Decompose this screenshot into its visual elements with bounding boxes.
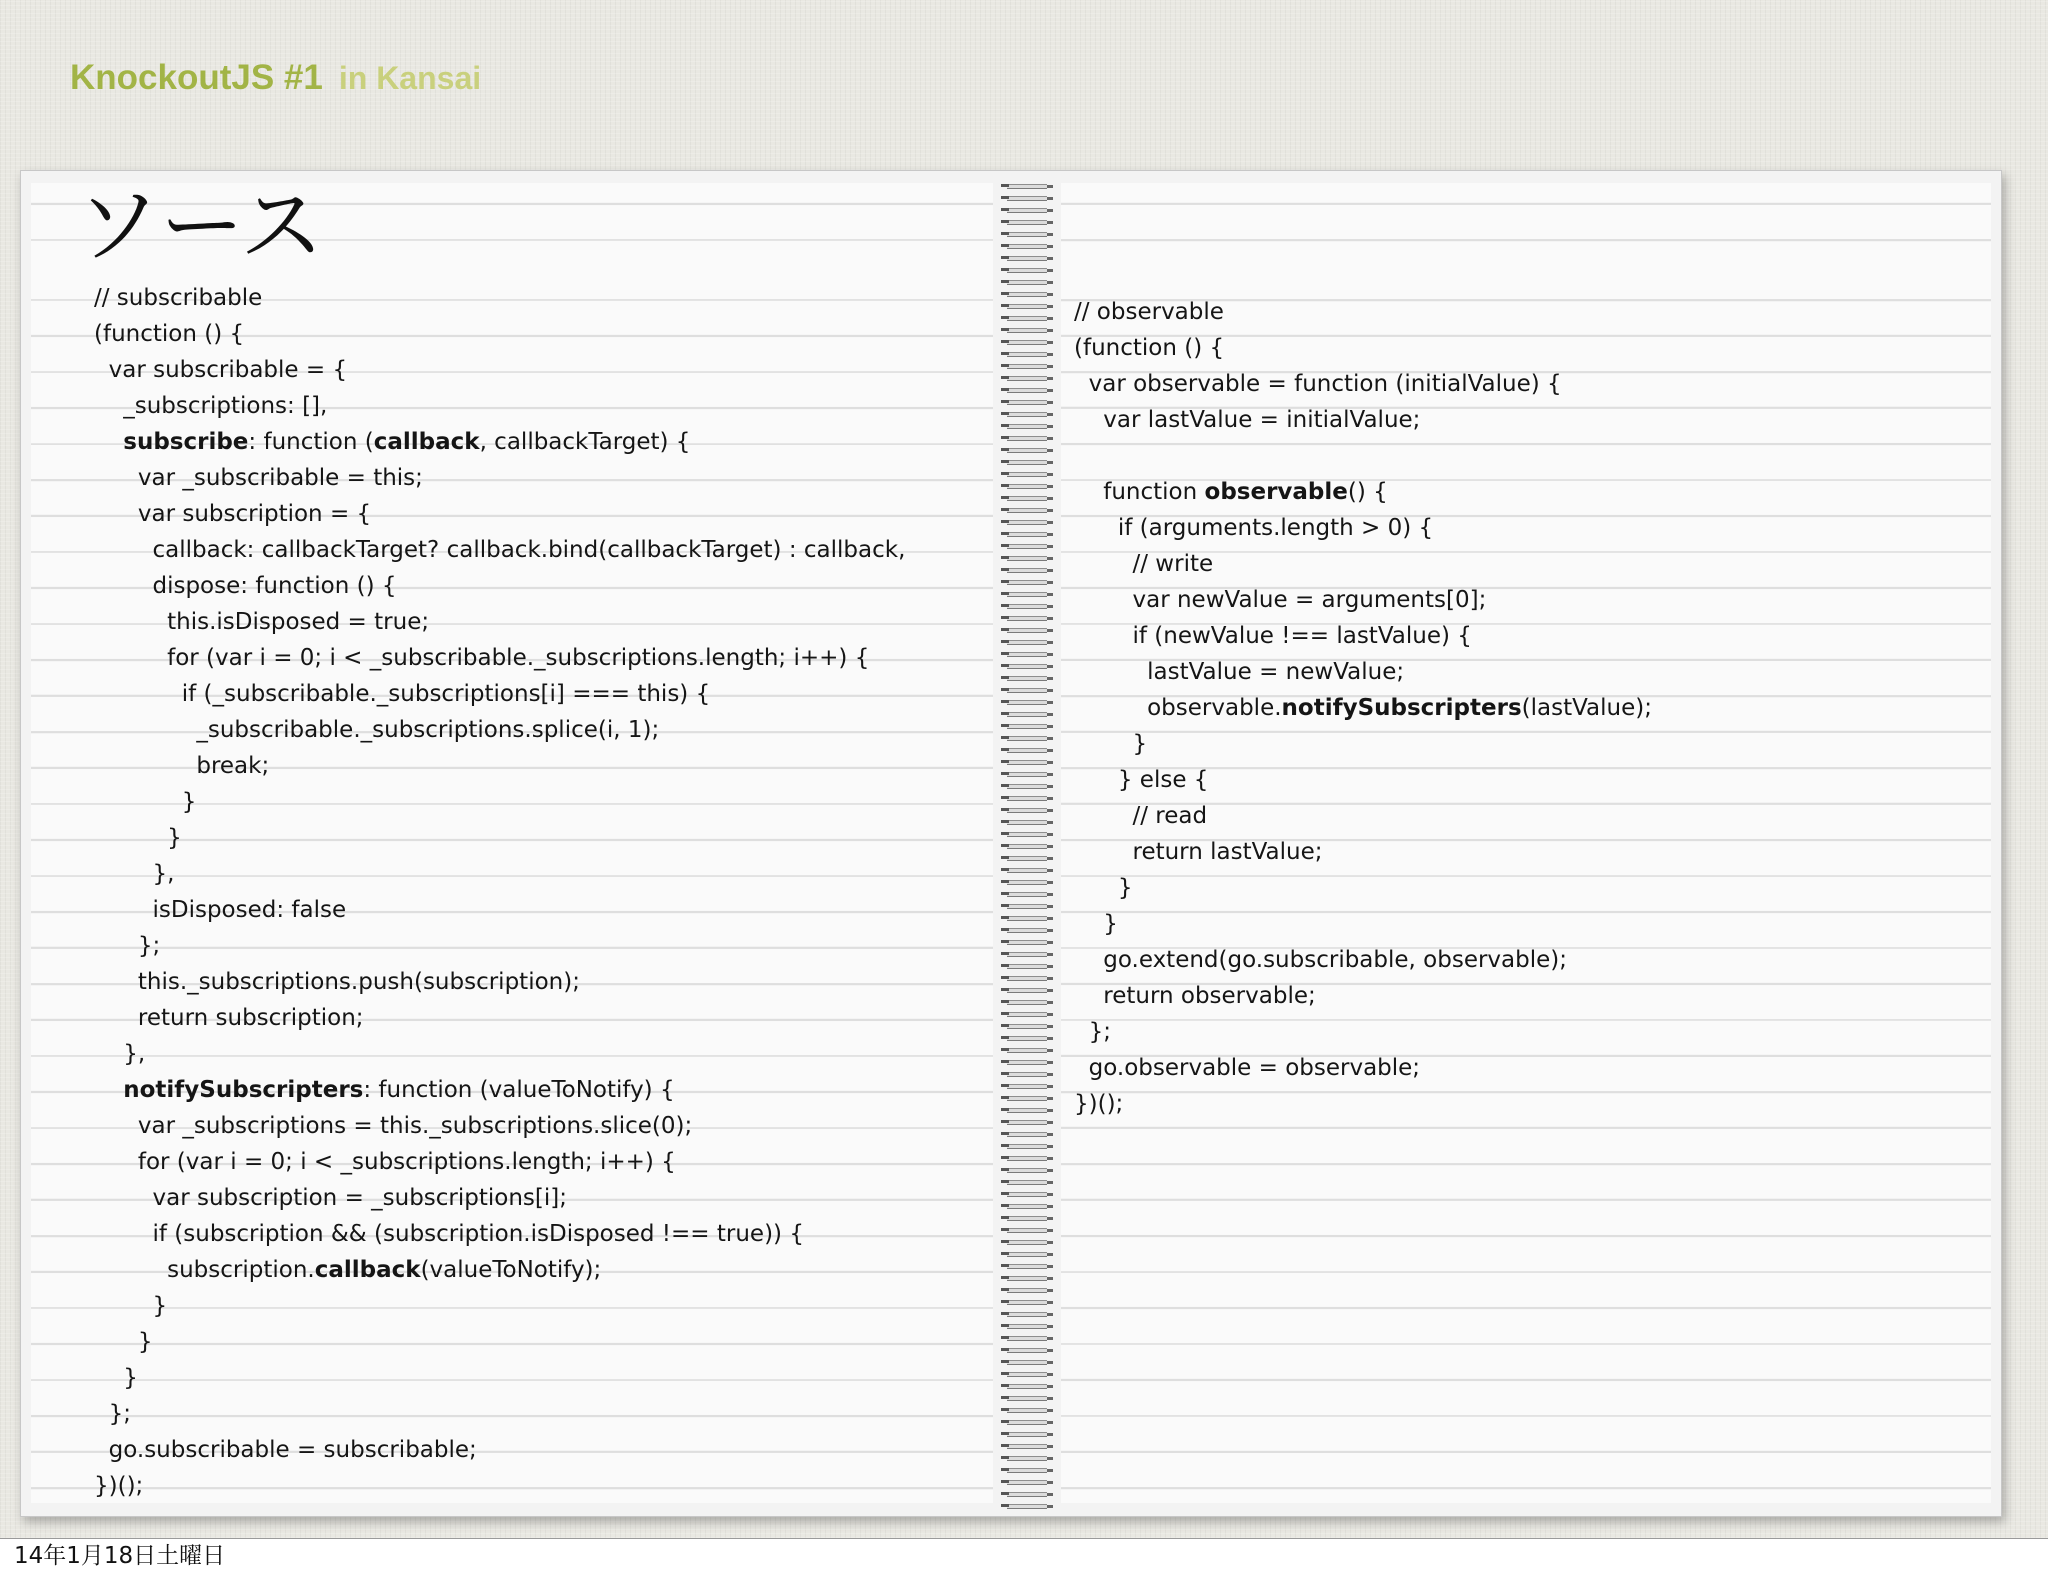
code-line: [94, 568, 905, 604]
code-line: [94, 1000, 905, 1036]
code-text: };: [94, 1401, 132, 1427]
code-text: }: [1074, 911, 1118, 937]
code-text: if (arguments.length > 0) {: [1074, 515, 1434, 541]
code-text: var subscribable = {: [94, 357, 348, 383]
code-text: },: [94, 861, 175, 887]
code-text: lastValue = newValue;: [1074, 659, 1405, 685]
code-line: [94, 388, 905, 424]
code-keyword: subscribe: [123, 429, 249, 455]
code-line: [1074, 366, 1652, 402]
code-line: [1074, 942, 1652, 978]
code-keyword: callback: [314, 1257, 421, 1283]
code-line: [1074, 1050, 1652, 1086]
code-line: [94, 460, 905, 496]
code-text: () {: [1347, 479, 1388, 505]
code-line: [1074, 438, 1652, 474]
code-text: go.extend(go.subscribable, observable);: [1074, 947, 1567, 973]
code-text: };: [94, 933, 161, 959]
code-line: [94, 676, 905, 712]
code-text: (function () {: [94, 321, 245, 347]
code-line: [1074, 906, 1652, 942]
code-line: [1074, 402, 1652, 438]
code-text: callback: callbackTarget? callback.bind(callbackTarget) : callback,: [94, 537, 906, 563]
conference-name: KnockoutJS #1: [70, 58, 323, 97]
code-text: var subscription = {: [94, 501, 372, 527]
code-text: dispose: function () {: [94, 573, 397, 599]
code-line: [94, 1288, 905, 1324]
code-line: [1074, 330, 1652, 366]
code-keyword: notifySubscripters: [123, 1077, 364, 1103]
code-text: }: [94, 789, 197, 815]
code-line: [94, 892, 905, 928]
code-text: break;: [94, 753, 270, 779]
code-text: })();: [94, 1473, 144, 1499]
code-line: [94, 1108, 905, 1144]
code-text: return lastValue;: [1074, 839, 1323, 865]
code-line: [94, 424, 905, 460]
code-line: [94, 928, 905, 964]
code-line: [94, 712, 905, 748]
code-text: (valueToNotify);: [420, 1257, 602, 1283]
code-line: [1074, 798, 1652, 834]
code-line: [94, 316, 905, 352]
conference-location: in Kansai: [338, 60, 482, 96]
code-text: })();: [1074, 1091, 1124, 1117]
code-line: [1074, 546, 1652, 582]
code-text: var subscription = _subscriptions[i];: [94, 1185, 568, 1211]
footer-bar: [0, 1538, 2048, 1577]
code-line: [94, 856, 905, 892]
code-line: [1074, 474, 1652, 510]
code-text: _subscribable._subscriptions.splice(i, 1);: [94, 717, 660, 743]
code-text: : function (valueToNotify) {: [363, 1077, 675, 1103]
code-text: if (subscription && (subscription.isDisposed !== true)) {: [94, 1221, 804, 1247]
code-text: var newValue = arguments[0];: [1074, 587, 1487, 613]
code-line: [94, 1072, 905, 1108]
code-line: [1074, 294, 1652, 330]
code-line: [1074, 618, 1652, 654]
code-text: return observable;: [1074, 983, 1316, 1009]
code-line: [94, 1468, 905, 1504]
code-line: [94, 1144, 905, 1180]
code-line: [94, 532, 905, 568]
code-text: subscription.: [94, 1257, 315, 1283]
code-text: }: [1074, 731, 1148, 757]
code-keyword: callback: [373, 429, 480, 455]
code-text: function: [1074, 479, 1205, 505]
code-text: var _subscriptions = this._subscriptions.slice(0);: [94, 1113, 693, 1139]
code-line: [94, 748, 905, 784]
code-line: [1074, 726, 1652, 762]
code-text: for (var i = 0; i < _subscribable._subscriptions.length; i++) {: [94, 645, 870, 671]
code-text: } else {: [1074, 767, 1209, 793]
code-text: : function (: [248, 429, 374, 455]
code-text: if (newValue !== lastValue) {: [1074, 623, 1472, 649]
code-text: [94, 1077, 123, 1103]
code-text: return subscription;: [94, 1005, 364, 1031]
code-text: };: [1074, 1019, 1112, 1045]
code-text: , callbackTarget) {: [479, 429, 691, 455]
code-line: [1074, 582, 1652, 618]
conference-title: [70, 56, 481, 100]
footer-date: 14年1月18日土曜日: [14, 1543, 226, 1569]
code-text: isDisposed: false: [94, 897, 347, 923]
code-line: [94, 964, 905, 1000]
code-text: [94, 429, 123, 455]
code-text: var observable = function (initialValue) {: [1074, 371, 1562, 397]
code-line: [94, 496, 905, 532]
code-line: [94, 1396, 905, 1432]
code-text: if (_subscribable._subscriptions[i] === this) {: [94, 681, 711, 707]
code-line: [94, 784, 905, 820]
code-line: [94, 352, 905, 388]
code-text: observable.: [1074, 695, 1282, 721]
code-line: [1074, 870, 1652, 906]
code-text: go.observable = observable;: [1074, 1055, 1421, 1081]
code-keyword: notifySubscripters: [1281, 695, 1522, 721]
code-line: [94, 280, 905, 316]
code-line: [94, 1216, 905, 1252]
code-text: (lastValue);: [1521, 695, 1652, 721]
code-block-subscribable: [94, 280, 905, 1504]
code-line: [94, 1360, 905, 1396]
code-text: this.isDisposed = true;: [94, 609, 430, 635]
code-text: _subscriptions: [],: [94, 393, 328, 419]
slide-title: ソース: [76, 177, 324, 275]
code-text: }: [94, 825, 182, 851]
code-text: // write: [1074, 551, 1214, 577]
code-line: [1074, 510, 1652, 546]
code-line: [94, 820, 905, 856]
code-line: [1074, 690, 1652, 726]
code-line: [94, 1432, 905, 1468]
code-line: [94, 1036, 905, 1072]
code-line: [1074, 762, 1652, 798]
code-text: }: [94, 1329, 153, 1355]
code-text: (function () {: [1074, 335, 1225, 361]
code-text: var lastValue = initialValue;: [1074, 407, 1421, 433]
code-line: [94, 640, 905, 676]
code-line: [1074, 1086, 1652, 1122]
code-text: // read: [1074, 803, 1208, 829]
code-line: [1074, 834, 1652, 870]
code-text: for (var i = 0; i < _subscriptions.length; i++) {: [94, 1149, 676, 1175]
code-line: [1074, 978, 1652, 1014]
code-text: }: [94, 1293, 168, 1319]
code-text: // observable: [1074, 299, 1224, 325]
code-text: }: [94, 1365, 138, 1391]
code-text: },: [94, 1041, 146, 1067]
code-text: }: [1074, 875, 1133, 901]
code-line: [94, 1180, 905, 1216]
code-text: this._subscriptions.push(subscription);: [94, 969, 580, 995]
code-text: var _subscribable = this;: [94, 465, 423, 491]
code-line: [94, 1252, 905, 1288]
code-keyword: observable: [1204, 479, 1348, 505]
code-line: [1074, 1014, 1652, 1050]
code-text: go.subscribable = subscribable;: [94, 1437, 477, 1463]
spiral-binding: [993, 179, 1061, 1509]
code-text: // subscribable: [94, 285, 263, 311]
code-line: [94, 604, 905, 640]
code-line: [94, 1324, 905, 1360]
code-line: [1074, 654, 1652, 690]
code-block-observable: [1074, 294, 1652, 1122]
